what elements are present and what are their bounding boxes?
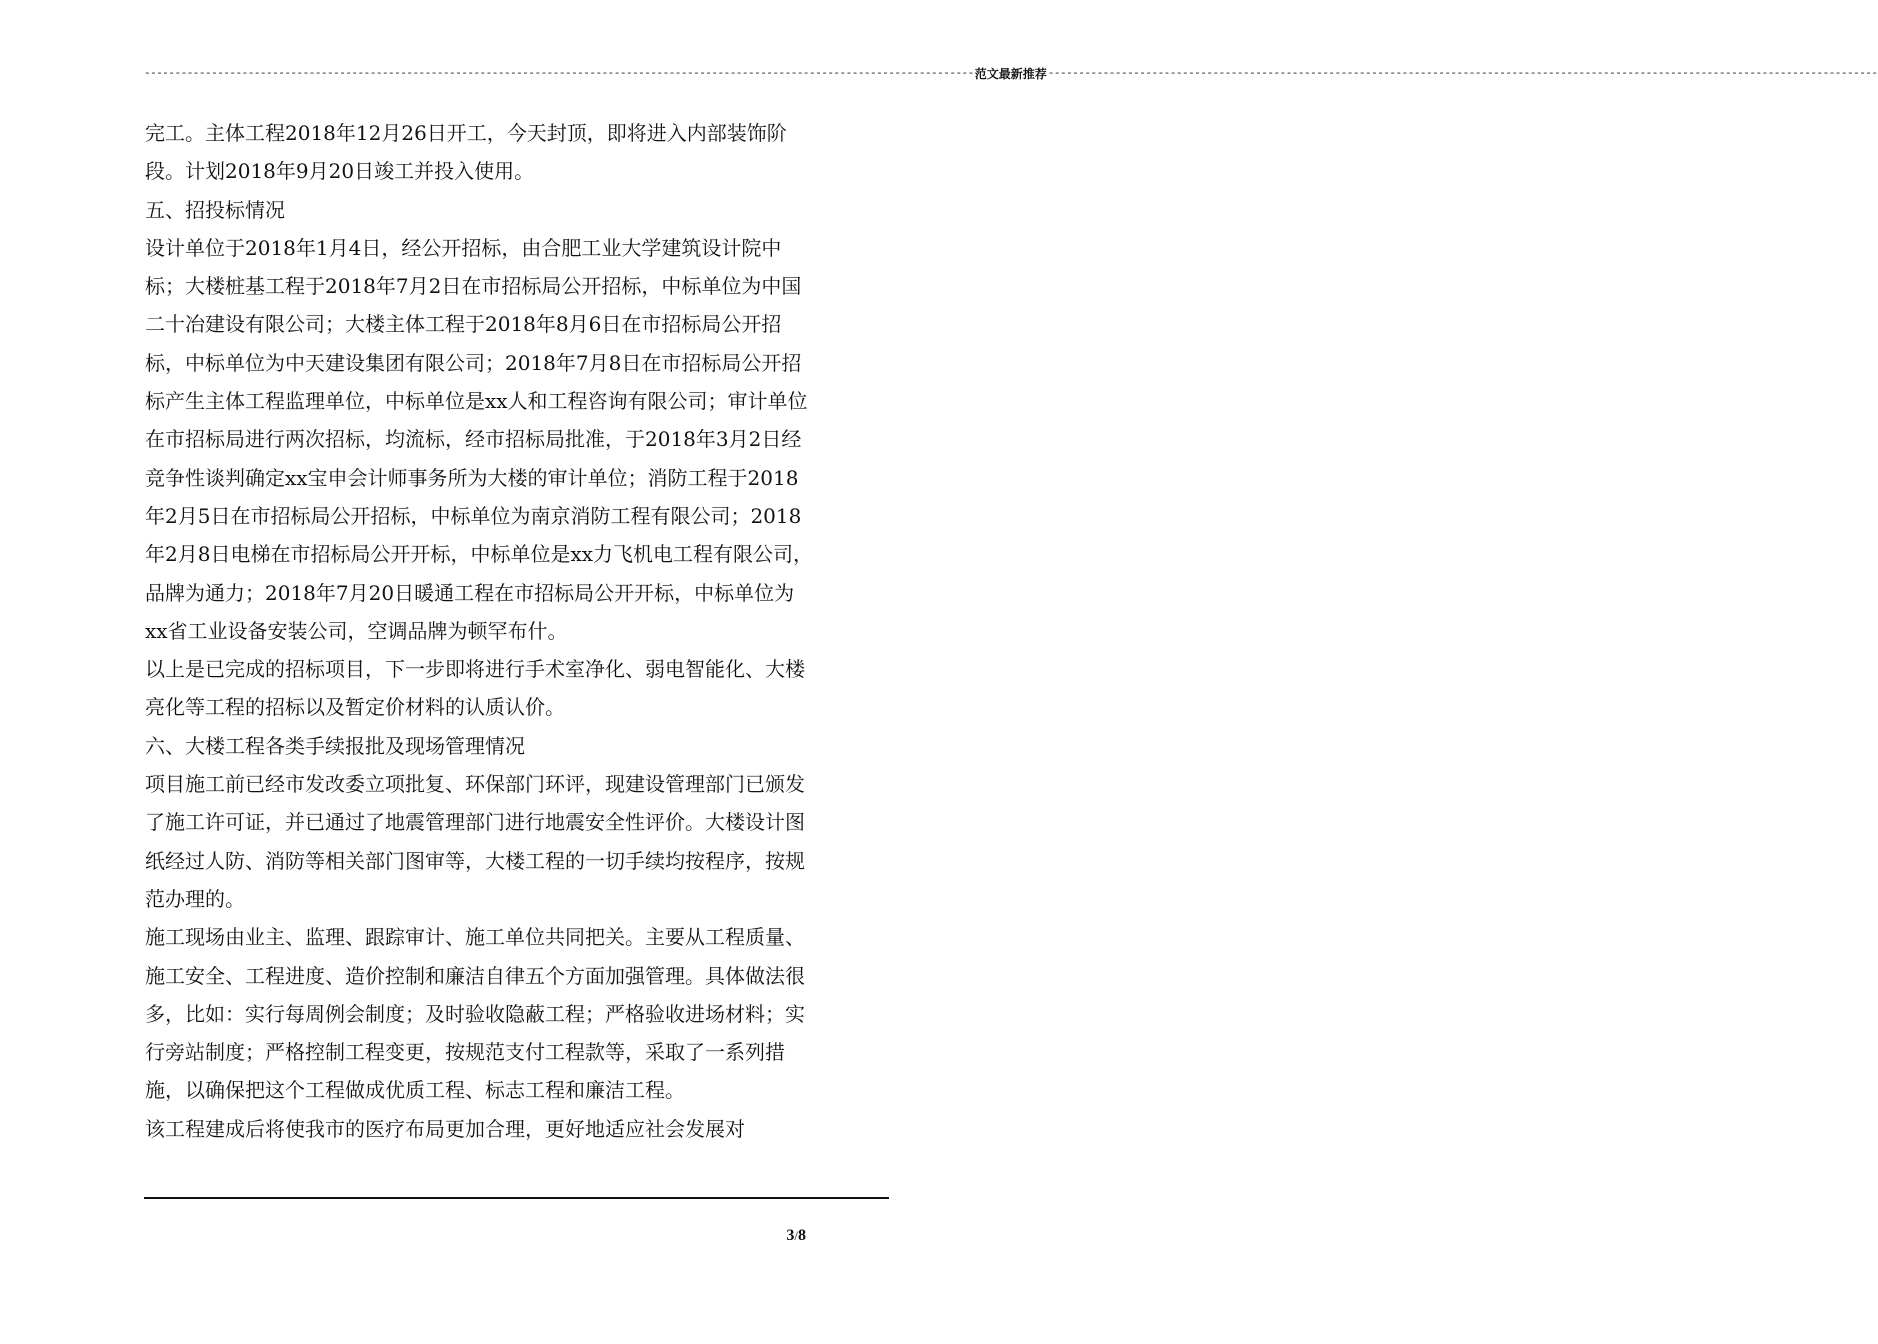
paragraph-completion: 完工。主体工程2018年12月26日开工，今天封顶，即将进入内部装饰阶段。计划2018年9月20日竣工并投入使用。	[145, 121, 787, 184]
header-title: 范文最新推荐	[974, 67, 1047, 81]
section-heading-bidding: 五、招投标情况	[145, 197, 285, 222]
paragraph-bidding-next: 以上是已完成的招标项目，下一步即将进行手术室净化、弱电智能化、大楼亮化等工程的招标以及暂定价材料的认质认价。	[145, 657, 805, 720]
page-total: 8	[798, 1227, 806, 1244]
document-body	[145, 114, 815, 1148]
header-dash-right: ----------------------------------------------------------------------------------------------------------------------------------------	[1047, 68, 1878, 80]
page-number	[744, 1227, 806, 1245]
page-current: 3	[786, 1227, 795, 1244]
footer-rule	[144, 1197, 889, 1199]
section-heading-procedures: 六、大楼工程各类手续报批及现场管理情况	[145, 733, 525, 758]
page-separator: /	[794, 1228, 798, 1243]
page-header	[144, 66, 1878, 82]
header-dash-left: ----------------------------------------------------------------------------------------------------------------------------------------	[144, 68, 974, 80]
paragraph-site-management: 施工现场由业主、监理、跟踪审计、施工单位共同把关。主要从工程质量、施工安全、工程进度、造价控制和廉洁自律五个方面加强管理。具体做法很多，比如：实行每周例会制度；及时验收隐蔽工程；严格验收进场材料；实行旁站制度；严格控制工程变更，按规范支付工程款等，采取了一系列措施，以确保把这个工程做成优质工程、标志工程和廉洁工程。	[145, 925, 805, 1103]
paragraph-procedures: 项目施工前已经市发改委立项批复、环保部门环评，现建设管理部门已颁发了施工许可证，并已通过了地震管理部门进行地震安全性评价。大楼设计图纸经过人防、消防等相关部门图审等，大楼工程的一切手续均按程序，按规范办理的。	[145, 772, 805, 911]
paragraph-outlook: 该工程建成后将使我市的医疗布局更加合理，更好地适应社会发展对	[145, 1116, 745, 1141]
paragraph-bidding-details: 设计单位于2018年1月4日，经公开招标，由合肥工业大学建筑设计院中标；大楼桩基工程于2018年7月2日在市招标局公开招标，中标单位为中国二十冶建设有限公司；大楼主体工程于2018年8月6日在市招标局公开招标，中标单位为中天建设集团有限公司；2018年7月8日在市招标局公开招标产生主体工程监理单位，中标单位是xx人和工程咨询有限公司；审计单位在市招标局进行两次招标，均流标，经市招标局批准，于2018年3月2日经竞争性谈判确定xx宝申会计师事务所为大楼的审计单位；消防工程于2018年2月5日在市招标局公开招标，中标单位为南京消防工程有限公司；2018年2月8日电梯在市招标局公开开标，中标单位是xx力飞机电工程有限公司，品牌为通力；2018年7月20日暖通工程在市招标局公开开标，中标单位为xx省工业设备安装公司，空调品牌为顿罕布什。	[145, 235, 814, 643]
